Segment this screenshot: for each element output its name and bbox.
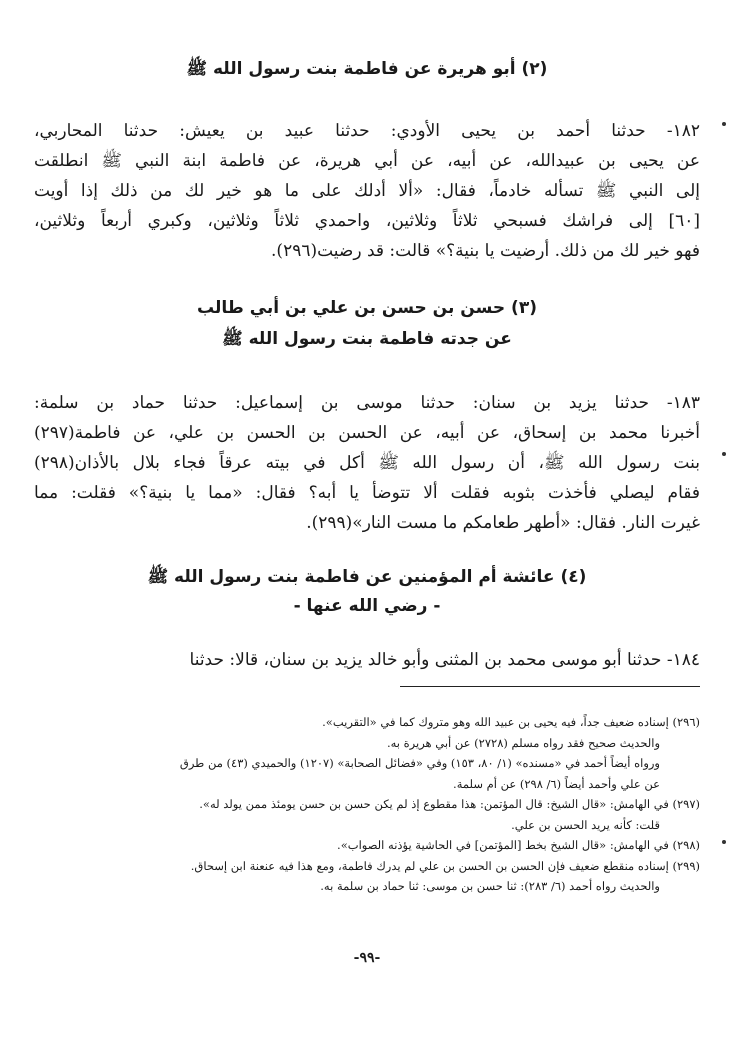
text-line: [٦٠] إلى فراشك فسبحي ثلاثاً وثلاثين، واحمدي ثلاثاً وثلاثين، وكبري أربعاً وثلاثين،: [34, 211, 700, 231]
section-heading-4-line2: - رضي الله عنها -: [293, 596, 441, 616]
text-line: عن يحيى بن عبيدالله، عن أبيه، عن أبي هريرة، عن فاطمة ابنة النبي ﷺ انطلقت: [34, 151, 700, 171]
footnote-line: والحديث صحيح فقد رواه مسلم (٢٧٢٨) عن أبي هريرة به.: [386, 735, 660, 750]
text-line: إلى النبي ﷺ تسأله خادماً، فقال: «ألا أدلك على ما هو خير لك من ذلك إذا أويت: [34, 181, 700, 201]
footnote-line: عن علي وأحمد أيضاً (٦/ ٢٩٨) عن أم سلمة.: [453, 776, 660, 791]
footnote-line: قلت: كأنه يريد الحسن بن علي.: [511, 817, 660, 832]
footnote-line: والحديث رواه أحمد (٦/ ٢٨٣): ثنا حسن بن موسى: ثنا حماد بن سلمة به.: [320, 879, 660, 893]
text-line: بنت رسول الله ﷺ، أن رسول الله ﷺ أكل في بيته عرقاً فجاء بلال بالأذان(٢٩٨): [34, 453, 700, 473]
margin-mark: [722, 452, 726, 456]
text-line: ١٨٢- حدثنا أحمد بن يحيى الأودي: حدثنا عبيد بن يعيش: حدثنا المحاربي،: [34, 121, 700, 141]
section-heading-4-line1: (٤) عائشة أم المؤمنين عن فاطمة بنت رسول الله ﷺ: [147, 567, 587, 587]
footnote-line: (٢٩٧) في الهامش: «قال الشيخ: قال المؤتمن: هذا مقطوع إذ لم يكن حسن بن حسن يومئذ ممن يولد له».: [199, 797, 700, 811]
margin-mark: [722, 840, 726, 844]
text-line: ١٨٤- حدثنا أبو موسى محمد بن المثنى وأبو خالد يزيد بن سنان، قالا: حدثنا: [189, 650, 700, 670]
footnote-line: (٢٩٩) إسناده منقطع ضعيف فإن الحسن بن الحسن بن علي لم يدرك فاطمة، ومع هذا فيه عنعنة ابن إسحاق.: [190, 858, 700, 873]
text-line: غيرت النار. فقال: «أطهر طعامكم ما مست النار»(٢٩٩).: [306, 513, 700, 533]
text-line: أخبرنا محمد بن إسحاق، عن أبيه، عن الحسن بن الحسن بن علي، عن فاطمة(٢٩٧): [34, 423, 700, 443]
page-number: -٩٩-: [353, 950, 381, 966]
footnote-line: (٢٩٦) إسناده ضعيف جداً، فيه يحيى بن عبيد الله وهو متروك كما في «التقريب».: [322, 715, 700, 729]
section-heading-3-line1: (٣) حسن بن حسن بن علي بن أبي طالب: [197, 298, 537, 318]
footnote-divider: [400, 686, 700, 687]
footnote-line: ورواه أيضاً أحمد في «مسنده» (١/ ٨٠، ١٥٣) وفي «فضائل الصحابة» (١٢٠٧) والحميدي (٤٣) من طرق: [179, 756, 660, 770]
margin-mark: [722, 122, 726, 126]
section-heading-2: (٢) أبو هريرة عن فاطمة بنت رسول الله ﷺ: [186, 59, 548, 79]
section-heading-3-line2: عن جدته فاطمة بنت رسول الله ﷺ: [222, 329, 512, 349]
text-line: ١٨٣- حدثنا يزيد بن سنان: حدثنا موسى بن إسماعيل: حدثنا حماد بن سلمة:: [34, 393, 700, 413]
text-line: فقام ليصلي فأخذت بثوبه فقلت ألا تتوضأ يا أبه؟ فقال: «مما يا بنية؟» فقلت: مما: [34, 483, 700, 503]
text-line: فهو خير لك من ذلك. أرضيت يا بنية؟» قالت: قد رضيت(٢٩٦).: [271, 241, 700, 261]
footnote-line: (٢٩٨) في الهامش: «قال الشيخ بخط [المؤتمن] في الحاشية يؤذنه الصواب».: [337, 838, 700, 852]
